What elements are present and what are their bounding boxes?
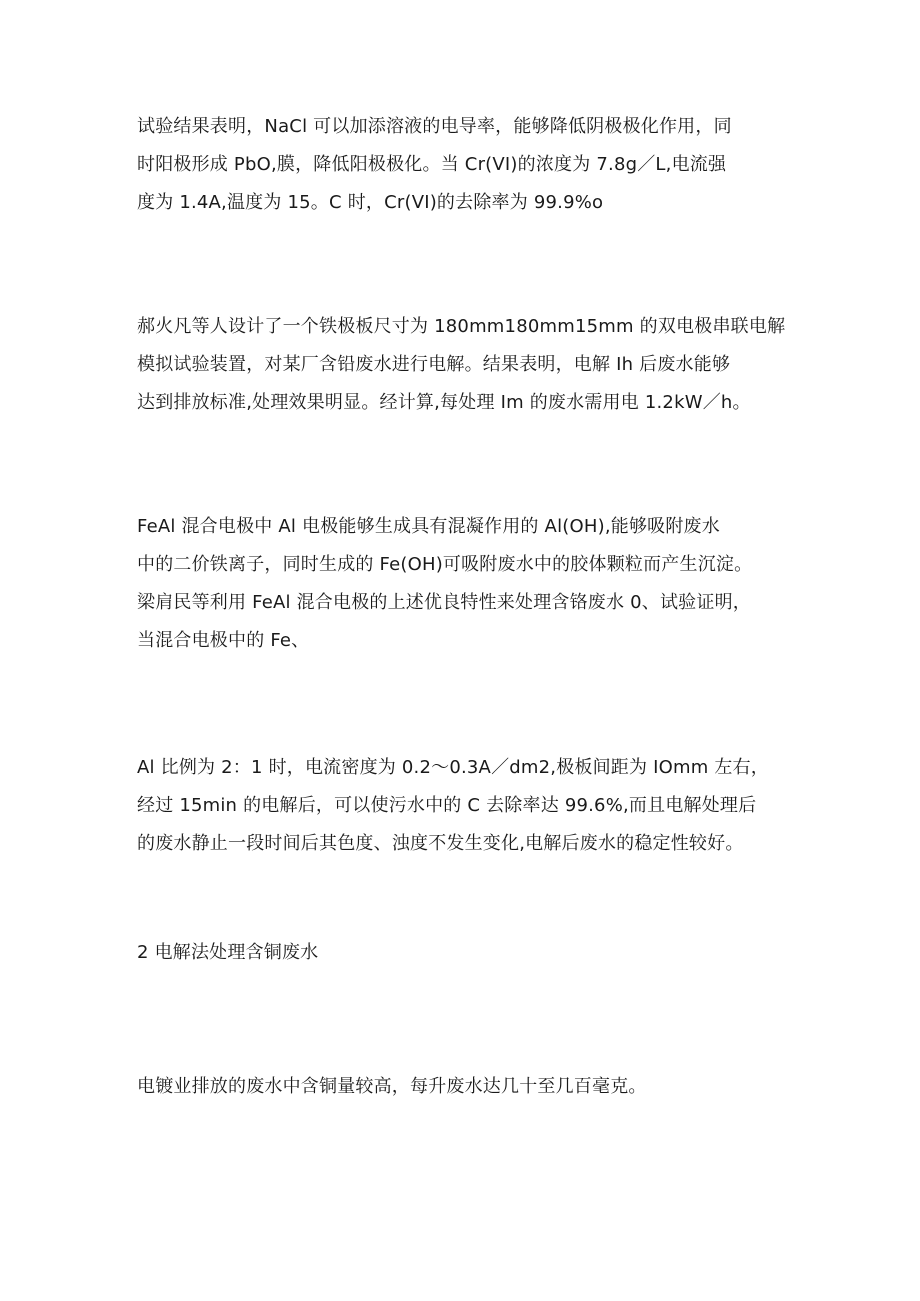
paragraph-electrode-device: [137, 308, 797, 422]
text-line: Al 比例为 2：1 时，电流密度为 0.2～0.3A／dm2,极板间距为 IOmm 左右，: [137, 757, 769, 778]
text-line: 当混合电极中的 Fe、: [137, 630, 310, 651]
text-line: FeAl 混合电极中 Al 电极能够生成具有混凝作用的 Al(OH),能够吸附废水: [137, 516, 720, 537]
text-line: 电镀业排放的废水中含铜量较高，每升废水达几十至几百毫克。: [137, 1076, 647, 1097]
paragraph-feal-electrode: [137, 508, 797, 660]
text-line: 的废水静止一段时间后其色度、浊度不发生变化,电解后废水的稳定性较好。: [137, 833, 744, 854]
paragraph-al-ratio: [137, 749, 797, 863]
text-line: 郝火凡等人设计了一个铁极板尺寸为 180mm180mm15mm 的双电极串联电解: [137, 316, 786, 337]
text-line: 模拟试验装置，对某厂含铅废水进行电解。结果表明，电解 Ih 后废水能够: [137, 354, 731, 375]
text-line: 梁肩民等利用 FeAl 混合电极的上述优良特性来处理含铬废水 0、试验证明，: [137, 592, 751, 613]
text-line: 中的二价铁离子，同时生成的 Fe(OH)可吸附废水中的胶体颗粒而产生沉淀。: [137, 554, 753, 575]
text-line: 经过 15min 的电解后，可以使污水中的 C 去除率达 99.6%,而且电解处理后: [137, 795, 757, 816]
paragraph-copper-wastewater: [137, 1068, 797, 1106]
text-line: 度为 1.4A,温度为 15。C 时，Cr(VI)的去除率为 99.9%o: [137, 192, 604, 213]
text-line: 试验结果表明，NaCl 可以加添溶液的电导率，能够降低阴极极化作用，同: [137, 116, 732, 137]
section-heading-text: 2 电解法处理含铜废水: [137, 942, 319, 963]
paragraph-nacl-results: [137, 108, 797, 222]
section-heading: [137, 934, 797, 972]
text-line: 时阳极形成 PbO,膜，降低阳极极化。当 Cr(VI)的浓度为 7.8g／L,电流强: [137, 154, 727, 175]
text-line: 达到排放标准,处理效果明显。经计算,每处理 Im 的废水需用电 1.2kW／h。: [137, 392, 751, 413]
